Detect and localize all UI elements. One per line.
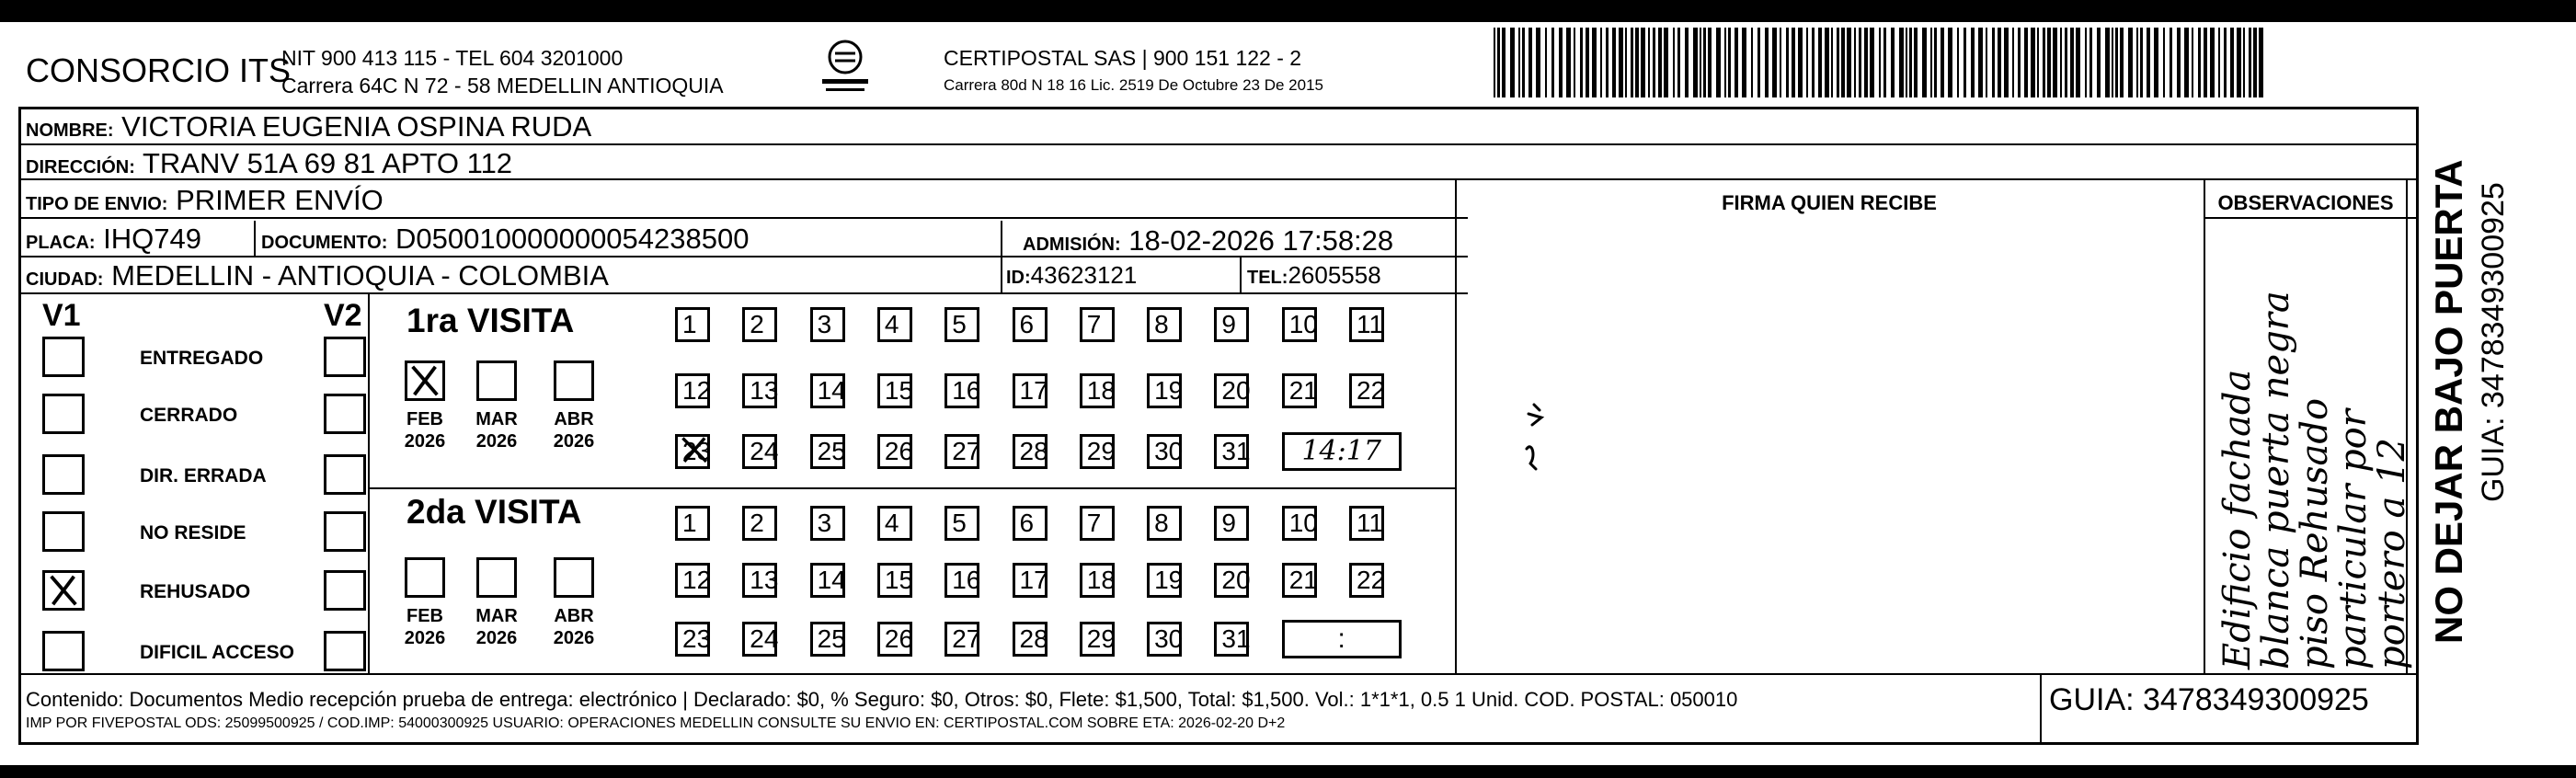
v1-checkbox[interactable] bbox=[42, 631, 85, 671]
barcode-bar bbox=[1559, 28, 1563, 97]
status-label: CERRADO bbox=[140, 405, 238, 426]
visit2-title: 2da VISITA bbox=[406, 493, 582, 531]
visit2-day-box[interactable]: 27 bbox=[945, 622, 979, 657]
barcode-bar bbox=[1685, 28, 1689, 97]
visit1-month-checkbox[interactable] bbox=[476, 360, 517, 401]
barcode-bar bbox=[1751, 28, 1753, 97]
nombre-value: VICTORIA EUGENIA OSPINA RUDA bbox=[121, 110, 592, 143]
barcode-bar bbox=[1619, 28, 1623, 97]
barcode-bar bbox=[1703, 28, 1706, 97]
footer-imp: IMP POR FIVEPOSTAL ODS: 25099500925 / COD.IMP: 54000300925 USUARIO: OPERACIONES MEDELLIN CONSULTE SU ENVIO EN: CERTIPOSTAL.COM SOBRE ETA: 2026-02-20 D+2 bbox=[26, 715, 1286, 731]
visit1-day-box[interactable]: 7 bbox=[1080, 307, 1115, 342]
admision-value: 18-02-2026 17:58:28 bbox=[1128, 224, 1394, 257]
side-guia: GUIA: 3478349300925 bbox=[2476, 182, 2511, 502]
barcode-bar bbox=[2218, 28, 2220, 97]
ciudad-label: CIUDAD: bbox=[26, 269, 104, 290]
month-year: 2026 bbox=[475, 431, 518, 452]
barcode-bar bbox=[1786, 28, 1789, 97]
barcode-bar bbox=[2243, 28, 2245, 97]
v2-checkbox[interactable] bbox=[324, 394, 366, 434]
visit2-day-box[interactable]: 2 bbox=[742, 506, 777, 541]
v2-checkbox[interactable] bbox=[324, 511, 366, 552]
barcode-bar bbox=[1772, 28, 1777, 97]
barcode-bar bbox=[1606, 28, 1609, 97]
observacion-line: Edificio fachada bbox=[2216, 369, 2259, 669]
barcode-bar bbox=[1978, 28, 1983, 97]
visit2-day-box[interactable]: 1 bbox=[675, 506, 710, 541]
barcode-bar bbox=[1934, 28, 1937, 97]
bottom-border bbox=[0, 765, 2576, 778]
documento-value: D050010000000054238500 bbox=[395, 223, 750, 255]
barcode-bar bbox=[1612, 28, 1616, 97]
visit2-day-box[interactable]: 7 bbox=[1080, 506, 1115, 541]
company-info bbox=[281, 44, 724, 99]
visit2-month-label bbox=[397, 605, 452, 649]
barcode-bar bbox=[1708, 28, 1712, 97]
barcode-bar bbox=[1957, 28, 1959, 97]
v1-checkbox[interactable] bbox=[42, 511, 85, 552]
visit1-month-checkbox[interactable] bbox=[405, 360, 445, 401]
visit2-day-box[interactable]: 25 bbox=[810, 622, 845, 657]
observaciones-handwriting bbox=[2218, 291, 2411, 669]
visit1-day-box[interactable]: 1 bbox=[675, 307, 710, 342]
barcode-bar bbox=[1580, 28, 1583, 97]
month-name: MAR bbox=[475, 409, 518, 429]
visit1-day-box[interactable]: 13 bbox=[742, 373, 777, 408]
barcode-bar bbox=[2140, 28, 2143, 97]
barcode-bar bbox=[1724, 28, 1726, 97]
observaciones-label: OBSERVACIONES bbox=[2217, 191, 2394, 214]
row-divider bbox=[18, 292, 1468, 294]
visit2-time-box[interactable]: : bbox=[1282, 620, 1402, 658]
month-name: FEB bbox=[406, 409, 443, 429]
visit2-month-label bbox=[469, 605, 524, 649]
visit1-day-box[interactable]: 19 bbox=[1147, 373, 1182, 408]
barcode-bar bbox=[2004, 28, 2009, 97]
barcode-bar bbox=[2089, 28, 2092, 97]
visit1-day-box[interactable]: 3 bbox=[810, 307, 845, 342]
barcode-bar bbox=[1971, 28, 1975, 97]
visit2-day-box[interactable]: 19 bbox=[1147, 563, 1182, 598]
barcode-bar bbox=[2105, 28, 2110, 97]
footer-divider bbox=[2040, 673, 2042, 745]
barcode-bar bbox=[2012, 28, 2014, 97]
observacion-line: blanca puerta negra bbox=[2255, 291, 2297, 669]
footer-guia: GUIA: 3478349300925 bbox=[2049, 682, 2369, 717]
cell-divider bbox=[1240, 256, 1242, 292]
barcode-bar bbox=[1502, 28, 1506, 97]
direccion-label: DIRECCIÓN: bbox=[26, 157, 135, 177]
barcode-bar bbox=[1891, 28, 1895, 97]
month-name: MAR bbox=[475, 606, 518, 626]
row-divider bbox=[2205, 217, 2419, 219]
barcode-bar bbox=[1494, 28, 1495, 97]
barcode-bar bbox=[2253, 28, 2257, 97]
barcode-bar bbox=[1998, 28, 2001, 97]
visit2-day-box[interactable]: 15 bbox=[877, 563, 912, 598]
row-divider bbox=[18, 143, 2419, 145]
status-label: DIR. ERRADA bbox=[140, 465, 267, 486]
barcode-bar bbox=[1653, 28, 1655, 97]
company-address: Carrera 64C N 72 - 58 MEDELLIN ANTIOQUIA bbox=[281, 74, 724, 97]
company-nit: NIT 900 413 115 - TEL 604 3201000 bbox=[281, 46, 624, 70]
barcode-bar bbox=[1664, 28, 1668, 97]
tipo-value: PRIMER ENVÍO bbox=[176, 184, 384, 216]
visit2-day-box[interactable]: 24 bbox=[742, 622, 777, 657]
visit1-time-box[interactable]: 14:17 bbox=[1282, 432, 1402, 471]
visit2-day-box[interactable]: 10 bbox=[1282, 506, 1317, 541]
barcode-bar bbox=[1592, 28, 1597, 97]
row-divider bbox=[18, 673, 2419, 675]
barcode-bar bbox=[1992, 28, 1995, 97]
barcode-bar bbox=[1735, 28, 1738, 97]
barcode-bar bbox=[1673, 28, 1675, 97]
barcode-bar bbox=[1648, 28, 1650, 97]
visit1-day-box[interactable]: 27 bbox=[945, 434, 979, 469]
tel-cell bbox=[1247, 261, 1381, 290]
barcode-bar bbox=[1870, 28, 1874, 97]
visit2-day-box[interactable]: 8 bbox=[1147, 506, 1182, 541]
barcode-bar bbox=[1883, 28, 1886, 97]
v2-checkbox[interactable] bbox=[324, 570, 366, 611]
barcode-bar bbox=[1757, 28, 1760, 97]
month-name: ABR bbox=[554, 409, 594, 429]
visit2-day-box[interactable]: 31 bbox=[1214, 622, 1249, 657]
barcode-bar bbox=[1677, 28, 1680, 97]
visit1-month-checkbox[interactable] bbox=[554, 360, 594, 401]
visit2-day-box[interactable]: 20 bbox=[1214, 563, 1249, 598]
visit1-day-box[interactable]: 17 bbox=[1013, 373, 1048, 408]
visit1-day-box[interactable]: 4 bbox=[877, 307, 912, 342]
visit2-month-checkbox[interactable] bbox=[476, 557, 517, 598]
visit1-day-box[interactable]: 18 bbox=[1080, 373, 1115, 408]
barcode-bar bbox=[1879, 28, 1881, 97]
certipostal-logo bbox=[817, 37, 874, 97]
visit1-day-box[interactable]: 26 bbox=[877, 434, 912, 469]
tipo-row bbox=[26, 184, 384, 217]
barcode-bar bbox=[1728, 28, 1731, 97]
tipo-label: TIPO DE ENVIO: bbox=[26, 194, 168, 214]
visit1-month-label bbox=[546, 408, 601, 452]
barcode-bar bbox=[1847, 28, 1851, 97]
visit2-day-box[interactable]: 6 bbox=[1013, 506, 1048, 541]
barcode-bar bbox=[1948, 28, 1952, 97]
visit1-day-box[interactable]: 22 bbox=[1349, 373, 1384, 408]
visit2-day-box[interactable]: 9 bbox=[1214, 506, 1249, 541]
status-label: DIFICIL ACCESO bbox=[140, 642, 295, 663]
visit2-day-box[interactable]: 5 bbox=[945, 506, 979, 541]
barcode-bar bbox=[1574, 28, 1575, 97]
visit2-day-box[interactable]: 29 bbox=[1080, 622, 1115, 657]
id-cell bbox=[1006, 261, 1137, 290]
visit2-month-checkbox[interactable] bbox=[405, 557, 445, 598]
visit-divider bbox=[368, 487, 1455, 489]
month-year: 2026 bbox=[475, 628, 518, 648]
barcode-bar bbox=[2170, 28, 2172, 97]
barcode-bar bbox=[1700, 28, 1701, 97]
visit1-day-box[interactable]: 5 bbox=[945, 307, 979, 342]
barcode-bar bbox=[1930, 28, 1932, 97]
visit1-month-label bbox=[397, 408, 452, 452]
barcode-bar bbox=[1914, 28, 1918, 97]
visit1-day-box[interactable]: 14 bbox=[810, 373, 845, 408]
side-warning: NO DEJAR BAJO PUERTA bbox=[2427, 159, 2470, 644]
barcode-bar bbox=[2070, 28, 2074, 97]
barcode-bar bbox=[2249, 28, 2251, 97]
barcode-bar bbox=[2024, 28, 2028, 97]
barcode-bar bbox=[1806, 28, 1808, 97]
observacion-line: particular por bbox=[2332, 409, 2375, 669]
visit1-day-box[interactable]: 30 bbox=[1147, 434, 1182, 469]
observaciones-area bbox=[2205, 230, 2413, 671]
observacion-line: portero a 12 bbox=[2371, 438, 2413, 669]
month-name: ABR bbox=[554, 606, 594, 626]
visit1-day-box[interactable]: 9 bbox=[1214, 307, 1249, 342]
v2-checkbox[interactable] bbox=[324, 454, 366, 495]
barcode-bar bbox=[2018, 28, 2021, 97]
barcode-bar bbox=[1837, 28, 1839, 97]
barcode-bar bbox=[1780, 28, 1781, 97]
documento-label: DOCUMENTO: bbox=[261, 233, 388, 253]
barcode-bar bbox=[2177, 28, 2181, 97]
firma-label: FIRMA QUIEN RECIBE bbox=[1722, 191, 1937, 214]
month-year: 2026 bbox=[404, 431, 446, 452]
visit2-day-box[interactable]: 4 bbox=[877, 506, 912, 541]
barcode-bar bbox=[2031, 28, 2035, 97]
carrier-address: Carrera 80d N 18 16 Lic. 2519 De Octubre 23 De 2015 bbox=[944, 76, 1323, 94]
barcode-bar bbox=[1986, 28, 1987, 97]
visit2-day-box[interactable]: 12 bbox=[675, 563, 710, 598]
barcode-bar bbox=[2163, 28, 2165, 97]
barcode-bar bbox=[1909, 28, 1912, 97]
barcode-bar bbox=[1625, 28, 1627, 97]
visit1-day-box-marked[interactable]: 23 bbox=[675, 434, 710, 469]
visit1-day-box[interactable]: 20 bbox=[1214, 373, 1249, 408]
barcode-bar bbox=[2053, 28, 2057, 97]
barcode-bar bbox=[1716, 28, 1721, 97]
barcode-bar bbox=[1600, 28, 1602, 97]
visit2-day-box[interactable]: 30 bbox=[1147, 622, 1182, 657]
visit1-day-box[interactable]: 2 bbox=[742, 307, 777, 342]
barcode-bar bbox=[1859, 28, 1861, 97]
barcode-bar bbox=[1510, 28, 1515, 97]
visit1-day-box[interactable]: 31 bbox=[1214, 434, 1249, 469]
visit1-day-box[interactable]: 6 bbox=[1013, 307, 1048, 342]
v2-checkbox[interactable] bbox=[324, 337, 366, 377]
barcode-bar bbox=[1631, 28, 1633, 97]
barcode-bar bbox=[2085, 28, 2087, 97]
visit1-day-box[interactable]: 11 bbox=[1349, 307, 1384, 342]
month-year: 2026 bbox=[553, 431, 595, 452]
status-label: REHUSADO bbox=[140, 581, 251, 602]
barcode-bar bbox=[1566, 28, 1571, 97]
barcode-bar bbox=[1518, 28, 1520, 97]
tel-label: TEL: bbox=[1247, 268, 1288, 288]
barcode-bar bbox=[2076, 28, 2080, 97]
top-border bbox=[0, 0, 2576, 22]
barcode-bar bbox=[2224, 28, 2227, 97]
visit2-day-box[interactable]: 17 bbox=[1013, 563, 1048, 598]
visit2-month-checkbox[interactable] bbox=[554, 557, 594, 598]
visit1-day-box[interactable]: 28 bbox=[1013, 434, 1048, 469]
barcode-bar bbox=[1841, 28, 1845, 97]
id-value: 43623121 bbox=[1030, 261, 1138, 289]
visit2-day-box[interactable]: 21 bbox=[1282, 563, 1317, 598]
barcode-bar bbox=[2210, 28, 2215, 97]
month-name: FEB bbox=[406, 606, 443, 626]
admision-label: ADMISIÓN: bbox=[1023, 235, 1121, 255]
direccion-row bbox=[26, 147, 512, 180]
v1-checkbox[interactable] bbox=[42, 337, 85, 377]
barcode-bar bbox=[2154, 28, 2158, 97]
barcode-bar bbox=[2065, 28, 2067, 97]
status-label: NO RESIDE bbox=[140, 522, 246, 543]
barcode-bar bbox=[1635, 28, 1639, 97]
barcode-bar bbox=[1831, 28, 1833, 97]
visit1-day-box[interactable]: 10 bbox=[1282, 307, 1317, 342]
barcode-bar bbox=[1693, 28, 1698, 97]
barcode-bar bbox=[1528, 28, 1532, 97]
documento-cell bbox=[261, 223, 749, 256]
visit2-day-box[interactable]: 18 bbox=[1080, 563, 1115, 598]
barcode-bar bbox=[1899, 28, 1904, 97]
barcode-bar bbox=[2115, 28, 2118, 97]
barcode-bar bbox=[1658, 28, 1662, 97]
status-label: ENTREGADO bbox=[140, 348, 264, 369]
barcode-bar bbox=[1792, 28, 1795, 97]
barcode-bar bbox=[1854, 28, 1856, 97]
visit2-day-box[interactable]: 22 bbox=[1349, 563, 1384, 598]
carrier-info bbox=[944, 44, 1323, 99]
visit2-day-box[interactable]: 28 bbox=[1013, 622, 1048, 657]
placa-value: IHQ749 bbox=[103, 223, 202, 255]
visit1-day-box[interactable]: 8 bbox=[1147, 307, 1182, 342]
visit2-day-box[interactable]: 14 bbox=[810, 563, 845, 598]
barcode-bar bbox=[2128, 28, 2133, 97]
barcode-bar bbox=[2047, 28, 2051, 97]
v1-checkbox[interactable] bbox=[42, 394, 85, 434]
v1-checkbox[interactable] bbox=[42, 570, 85, 611]
barcode-bar bbox=[1641, 28, 1645, 97]
barcode-bar bbox=[1765, 28, 1769, 97]
tel-value: 2605558 bbox=[1288, 261, 1381, 289]
visit1-day-box[interactable]: 15 bbox=[877, 373, 912, 408]
cell-divider bbox=[254, 221, 256, 256]
barcode-bar bbox=[1536, 28, 1540, 97]
visit1-day-box[interactable]: 25 bbox=[810, 434, 845, 469]
v1-label: V1 bbox=[42, 298, 81, 333]
barcode-bar bbox=[1586, 28, 1589, 97]
barcode-bar bbox=[2060, 28, 2062, 97]
barcode-bar bbox=[2120, 28, 2124, 97]
v1-checkbox[interactable] bbox=[42, 454, 85, 495]
barcode-bar bbox=[2237, 28, 2241, 97]
barcode-bar bbox=[2184, 28, 2189, 97]
side-panel bbox=[2413, 107, 2575, 745]
placa-label: PLACA: bbox=[26, 233, 96, 253]
cell-divider bbox=[1001, 221, 1002, 294]
visit2-day-box[interactable]: 26 bbox=[877, 622, 912, 657]
visit1-day-box[interactable]: 29 bbox=[1080, 434, 1115, 469]
carrier-name: CERTIPOSTAL SAS | 900 151 122 - 2 bbox=[944, 46, 1302, 70]
barcode-bar bbox=[2230, 28, 2234, 97]
barcode-bar bbox=[2259, 28, 2263, 97]
month-year: 2026 bbox=[553, 628, 595, 648]
barcode-bar bbox=[2043, 28, 2045, 97]
placa-cell bbox=[26, 223, 201, 256]
barcode-bar bbox=[2136, 28, 2138, 97]
barcode-bar bbox=[1963, 28, 1966, 97]
barcode-bar bbox=[1864, 28, 1868, 97]
visit1-day-box[interactable]: 12 bbox=[675, 373, 710, 408]
visit1-day-box[interactable]: 21 bbox=[1282, 373, 1317, 408]
barcode-bar bbox=[2204, 28, 2207, 97]
barcode-bar bbox=[2147, 28, 2150, 97]
barcode-bar bbox=[1497, 28, 1500, 97]
visit2-day-box[interactable]: 3 bbox=[810, 506, 845, 541]
visit2-day-box[interactable]: 23 bbox=[675, 622, 710, 657]
visit2-day-box[interactable]: 11 bbox=[1349, 506, 1384, 541]
firma-divider bbox=[1455, 180, 1457, 673]
nombre-row bbox=[26, 110, 591, 143]
signature bbox=[1508, 395, 1554, 478]
barcode-bar bbox=[2192, 28, 2193, 97]
v2-label: V2 bbox=[324, 298, 362, 333]
barcode-bar bbox=[2037, 28, 2039, 97]
ciudad-value: MEDELLIN - ANTIOQUIA - COLOMBIA bbox=[111, 259, 609, 292]
barcode-bar bbox=[1742, 28, 1746, 97]
observacion-line: piso Rehusado bbox=[2294, 397, 2336, 669]
visit1-month-label bbox=[469, 408, 524, 452]
barcode-bar bbox=[1551, 28, 1554, 97]
barcode-bar bbox=[2097, 28, 2101, 97]
direccion-value: TRANV 51A 69 81 APTO 112 bbox=[142, 147, 513, 179]
barcode-bar bbox=[1522, 28, 1525, 97]
visit2-day-box[interactable]: 16 bbox=[945, 563, 979, 598]
nombre-label: NOMBRE: bbox=[26, 120, 114, 141]
barcode-bar bbox=[2198, 28, 2201, 97]
barcode-bar bbox=[1825, 28, 1829, 97]
barcode-bar bbox=[1941, 28, 1944, 97]
visit1-day-box[interactable]: 24 bbox=[742, 434, 777, 469]
v2-checkbox[interactable] bbox=[324, 631, 366, 671]
visit1-title: 1ra VISITA bbox=[406, 302, 575, 339]
id-label: ID: bbox=[1006, 268, 1031, 288]
barcode-bar bbox=[2112, 28, 2113, 97]
company-name: CONSORCIO ITS bbox=[26, 51, 292, 89]
status-divider bbox=[368, 294, 370, 673]
visit1-day-box[interactable]: 16 bbox=[945, 373, 979, 408]
ciudad-cell bbox=[26, 259, 609, 292]
visit2-month-label bbox=[546, 605, 601, 649]
row-divider bbox=[18, 217, 1468, 219]
barcode-bar bbox=[1798, 28, 1803, 97]
barcode-bar bbox=[1906, 28, 1907, 97]
barcode-bar bbox=[1545, 28, 1547, 97]
barcode bbox=[1494, 28, 2266, 97]
admision-cell bbox=[1023, 224, 1393, 257]
month-year: 2026 bbox=[404, 628, 446, 648]
barcode-bar bbox=[1922, 28, 1927, 97]
footer-contenido: Contenido: Documentos Medio recepción prueba de entrega: electrónico | Declarado: $0, % Seguro: $0, Otros: $0, Flete: $1,500, Total: $1,500. Vol.: 1*1*1, 0.5 1 Unid. COD. POSTAL: 050010 bbox=[26, 688, 1738, 711]
barcode-bar bbox=[1812, 28, 1815, 97]
visit2-day-box[interactable]: 13 bbox=[742, 563, 777, 598]
barcode-bar bbox=[1818, 28, 1822, 97]
